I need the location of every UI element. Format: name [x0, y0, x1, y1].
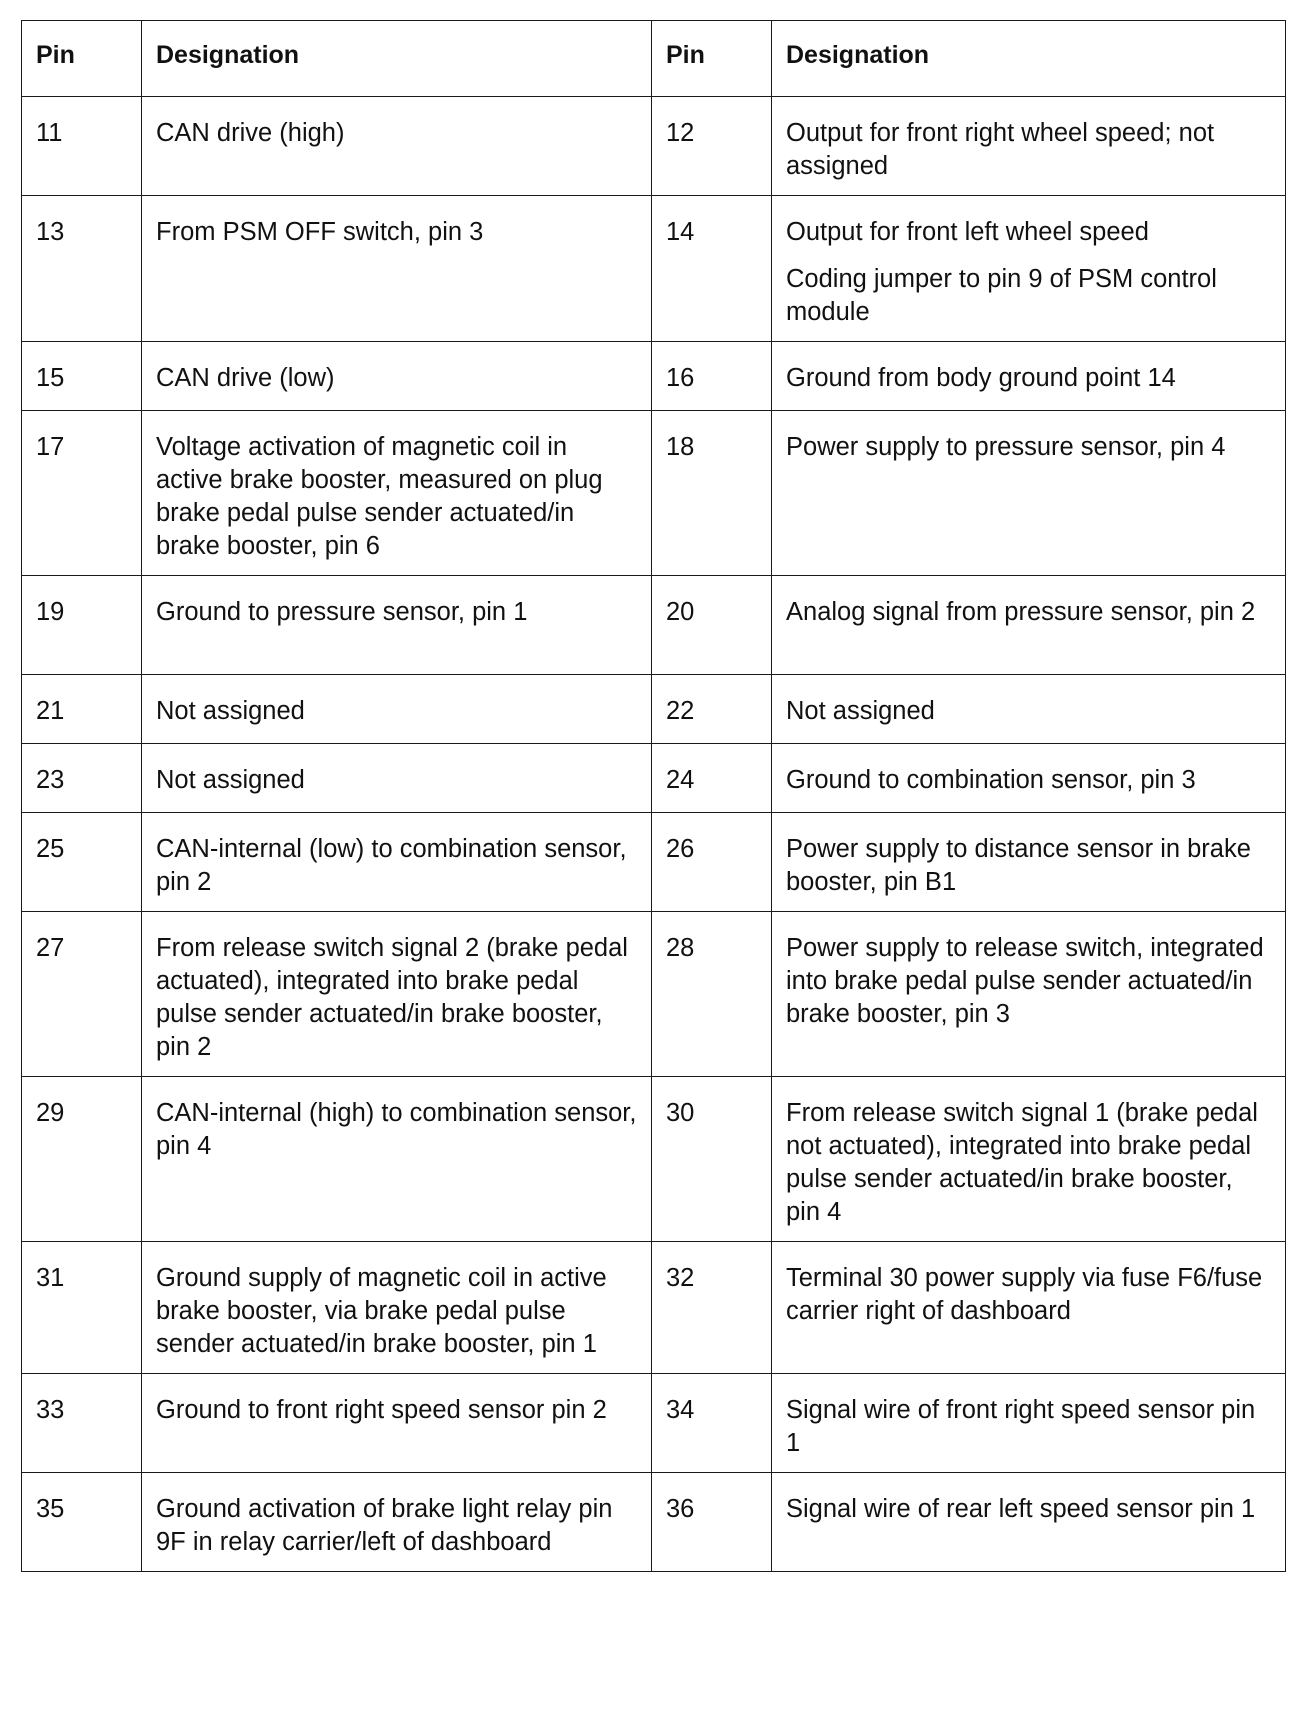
designation-text: CAN-internal (low) to combination sensor, pin 2	[156, 835, 627, 896]
pin-number-right: 18	[652, 411, 772, 576]
designation-right	[772, 744, 1286, 813]
table-row	[22, 576, 1286, 675]
designation-text: CAN-internal (high) to combination sensor, pin 4	[156, 1099, 637, 1160]
table-header-row	[22, 21, 1286, 97]
designation-text: Power supply to pressure sensor, pin 4	[786, 433, 1226, 461]
designation-left	[142, 1473, 652, 1572]
table-row	[22, 342, 1286, 411]
pin-number-left: 35	[22, 1473, 142, 1572]
designation-left	[142, 675, 652, 744]
pin-number-left: 15	[22, 342, 142, 411]
designation-right	[772, 97, 1286, 196]
column-header-designation-left: Designation	[142, 21, 652, 97]
pin-number-right: 24	[652, 744, 772, 813]
pin-number-right: 26	[652, 813, 772, 912]
designation-right	[772, 1077, 1286, 1242]
pin-number-right: 28	[652, 912, 772, 1077]
pin-number-right: 14	[652, 196, 772, 342]
pin-number-right: 30	[652, 1077, 772, 1242]
pin-assignment-table	[21, 20, 1286, 1572]
table-row	[22, 813, 1286, 912]
designation-right	[772, 1473, 1286, 1572]
designation-left	[142, 342, 652, 411]
designation-left	[142, 912, 652, 1077]
column-header-designation-right: Designation	[772, 21, 1286, 97]
designation-text: Ground to front right speed sensor pin 2	[156, 1396, 607, 1424]
designation-right	[772, 196, 1286, 342]
pin-number-right: 34	[652, 1374, 772, 1473]
designation-text: Not assigned	[786, 697, 935, 725]
pin-number-right: 36	[652, 1473, 772, 1572]
table-row	[22, 1242, 1286, 1374]
designation-text: Ground to pressure sensor, pin 1	[156, 598, 528, 626]
designation-text: Ground activation of brake light relay pin 9F in relay carrier/left of dashboard	[156, 1495, 613, 1556]
designation-left	[142, 97, 652, 196]
pin-number-left: 23	[22, 744, 142, 813]
pin-number-right: 16	[652, 342, 772, 411]
designation-text: Power supply to release switch, integrated into brake pedal pulse sender actuated/in brake booster, pin 3	[786, 934, 1264, 1028]
designation-right	[772, 813, 1286, 912]
designation-left	[142, 1077, 652, 1242]
designation-right	[772, 411, 1286, 576]
table-row	[22, 196, 1286, 342]
designation-left	[142, 813, 652, 912]
designation-text: Analog signal from pressure sensor, pin 2	[786, 598, 1256, 626]
designation-text: From PSM OFF switch, pin 3	[156, 218, 484, 246]
designation-right	[772, 675, 1286, 744]
designation-right	[772, 342, 1286, 411]
designation-left	[142, 1374, 652, 1473]
designation-text: Ground from body ground point 14	[786, 364, 1176, 392]
designation-text: CAN drive (high)	[156, 119, 345, 147]
table-row	[22, 1374, 1286, 1473]
designation-left	[142, 744, 652, 813]
pin-number-left: 17	[22, 411, 142, 576]
designation-text: Output for front left wheel speed	[786, 218, 1149, 246]
table-row	[22, 1473, 1286, 1572]
pin-number-left: 27	[22, 912, 142, 1077]
table-row	[22, 97, 1286, 196]
designation-text: Signal wire of front right speed sensor pin 1	[786, 1396, 1256, 1457]
pin-number-left: 33	[22, 1374, 142, 1473]
pin-number-left: 21	[22, 675, 142, 744]
designation-text: Ground to combination sensor, pin 3	[786, 766, 1196, 794]
designation-text: From release switch signal 2 (brake pedal actuated), integrated into brake pedal pulse sender actuated/in brake booster, pin 2	[156, 934, 628, 1061]
designation-left	[142, 1242, 652, 1374]
pin-number-left: 29	[22, 1077, 142, 1242]
designation-text: Not assigned	[156, 697, 305, 725]
designation-right	[772, 1242, 1286, 1374]
pin-number-left: 19	[22, 576, 142, 675]
table-body	[22, 97, 1286, 1572]
pin-number-left: 11	[22, 97, 142, 196]
pin-number-left: 31	[22, 1242, 142, 1374]
pin-number-left: 13	[22, 196, 142, 342]
designation-left	[142, 411, 652, 576]
pin-number-right: 20	[652, 576, 772, 675]
pin-number-right: 22	[652, 675, 772, 744]
designation-text: Terminal 30 power supply via fuse F6/fuse carrier right of dashboard	[786, 1264, 1263, 1325]
pin-number-right: 32	[652, 1242, 772, 1374]
designation-text: CAN drive (low)	[156, 364, 335, 392]
designation-text: Signal wire of rear left speed sensor pin 1	[786, 1495, 1256, 1523]
designation-text: Voltage activation of magnetic coil in active brake booster, measured on plug brake pedal pulse sender actuated/in brake booster, pin 6	[156, 433, 603, 560]
designation-text: From release switch signal 1 (brake pedal not actuated), integrated into brake pedal pulse sender actuated/in brake booster, pin 4	[786, 1099, 1258, 1226]
column-header-pin-right: Pin	[652, 21, 772, 97]
pin-number-right: 12	[652, 97, 772, 196]
designation-text: Power supply to distance sensor in brake booster, pin B1	[786, 835, 1251, 896]
designation-left	[142, 196, 652, 342]
designation-right	[772, 1374, 1286, 1473]
table-row	[22, 411, 1286, 576]
designation-right	[772, 912, 1286, 1077]
designation-text: Output for front right wheel speed; not assigned	[786, 119, 1215, 180]
designation-left	[142, 576, 652, 675]
designation-text: Coding jumper to pin 9 of PSM control module	[786, 265, 1217, 326]
table-row	[22, 912, 1286, 1077]
table-row	[22, 744, 1286, 813]
designation-text: Not assigned	[156, 766, 305, 794]
column-header-pin-left: Pin	[22, 21, 142, 97]
table-row	[22, 1077, 1286, 1242]
designation-right	[772, 576, 1286, 675]
designation-text: Ground supply of magnetic coil in active brake booster, via brake pedal pulse sender actuated/in brake booster, pin 1	[156, 1264, 607, 1358]
pin-number-left: 25	[22, 813, 142, 912]
table-row	[22, 675, 1286, 744]
